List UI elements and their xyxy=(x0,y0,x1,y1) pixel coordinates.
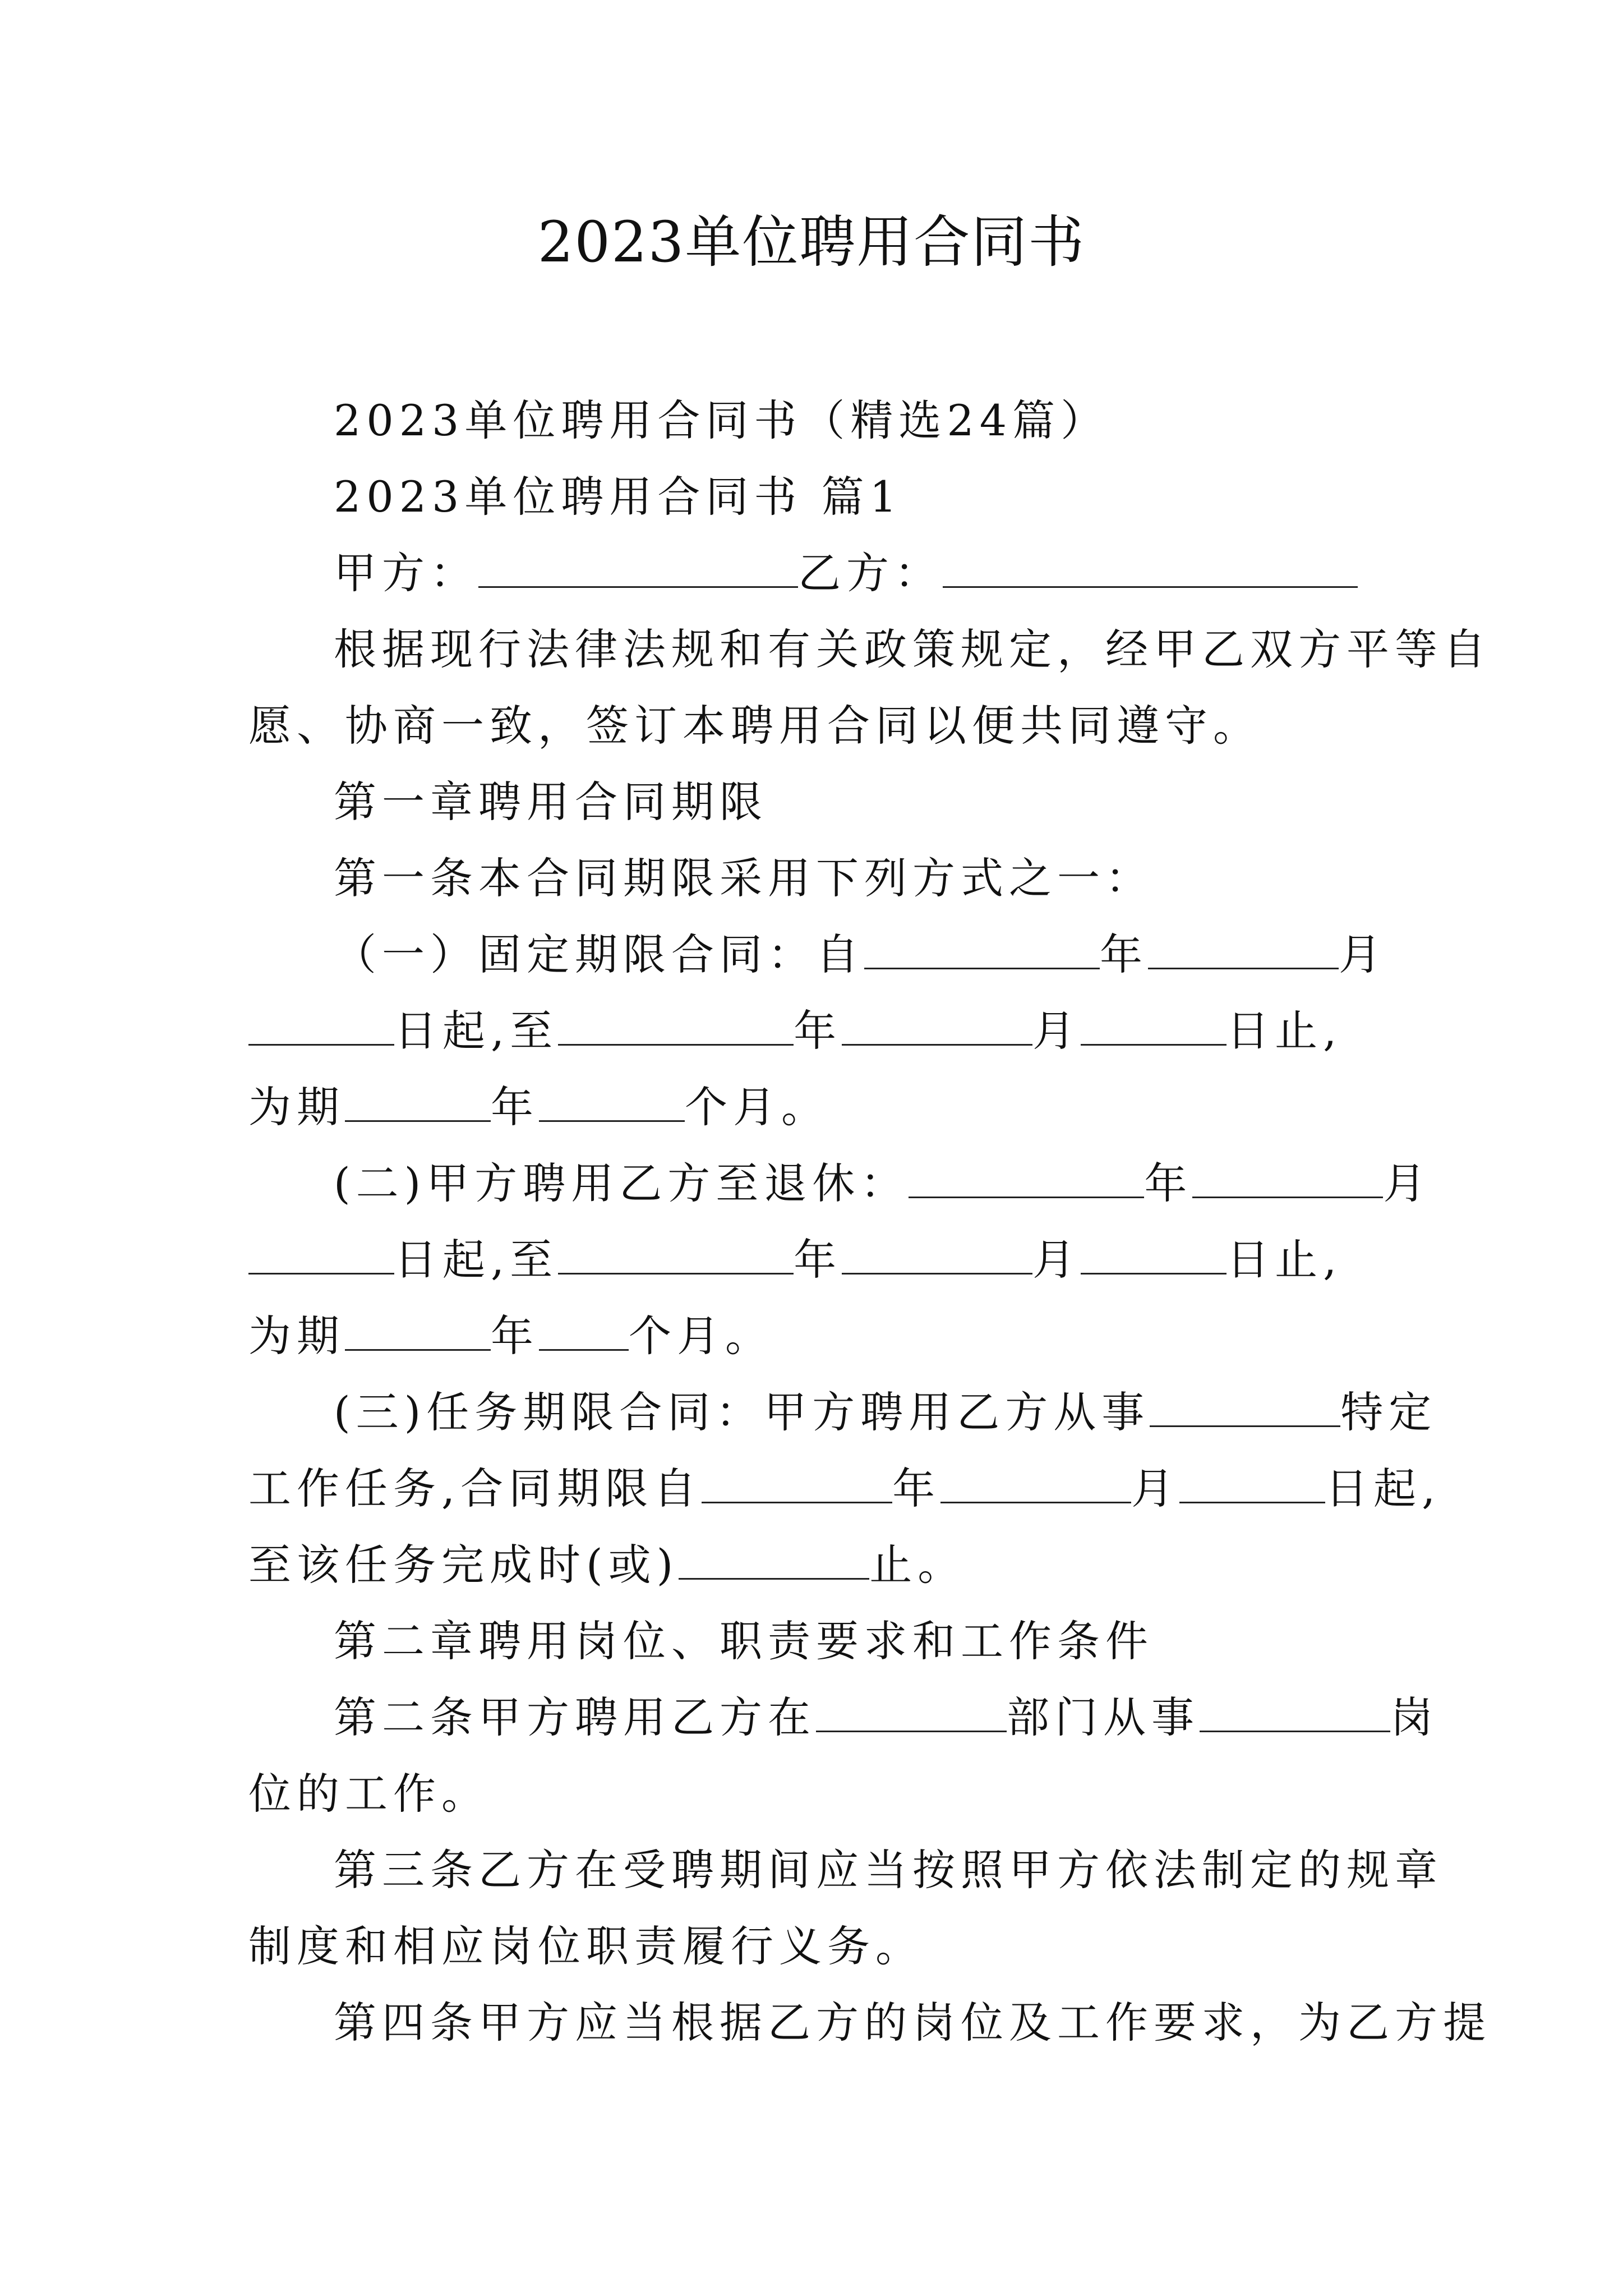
party-b-blank xyxy=(943,551,1358,588)
clause-1-line-2 xyxy=(248,993,1382,1069)
article-1 xyxy=(248,840,1382,917)
section-heading-text: 2023单位聘用合同书 篇1 xyxy=(334,472,902,522)
subtitle-text: 2023单位聘用合同书（精选24篇） xyxy=(334,395,1109,445)
document-body xyxy=(248,383,1491,2061)
article-2-line-2-text: 位的工作。 xyxy=(248,1769,490,1819)
task-blank xyxy=(1150,1391,1340,1427)
day-end-label: 日止, xyxy=(1227,1235,1343,1285)
months-label: 个月。 xyxy=(629,1311,773,1361)
year-label: 年 xyxy=(491,1082,539,1132)
end-month-blank xyxy=(842,1009,1032,1046)
specific-label: 特定 xyxy=(1340,1387,1437,1437)
chapter-2-text: 第二章聘用岗位、职责要求和工作条件 xyxy=(334,1616,1154,1666)
clause-3-line-2-prefix: 工作任务,合同期限自 xyxy=(248,1464,702,1513)
day-end-label: 日止, xyxy=(1227,1006,1343,1056)
period-months-blank xyxy=(539,1085,685,1122)
end-year-blank xyxy=(558,1238,794,1274)
clause-1-line-3 xyxy=(248,1069,1382,1145)
chapter-1-heading xyxy=(248,764,1382,840)
article-2-prefix: 第二条甲方聘用乙方在 xyxy=(334,1692,816,1742)
end-year-blank xyxy=(558,1009,794,1046)
end-day-blank xyxy=(1081,1238,1227,1274)
party-a-blank xyxy=(478,551,798,588)
period-years-blank xyxy=(345,1085,491,1122)
subtitle xyxy=(248,383,1382,459)
document-title: 2023单位聘用合同书 xyxy=(537,209,1086,275)
year-label: 年 xyxy=(1100,930,1148,979)
start-month-blank xyxy=(940,1467,1131,1503)
start-day-blank xyxy=(248,1238,394,1274)
intro-text-2: 愿、协商一致，签订本聘用合同以便共同遵守。 xyxy=(248,701,1261,751)
start-day-blank xyxy=(1179,1467,1325,1503)
start-year-blank xyxy=(909,1162,1144,1198)
clause-1-line-1 xyxy=(248,917,1387,993)
start-day-blank xyxy=(248,1009,394,1046)
article-3-text-1: 第三条乙方在受聘期间应当按照甲方依法制定的规章 xyxy=(334,1845,1443,1895)
end-date-blank xyxy=(679,1543,869,1580)
month-label: 月 xyxy=(1131,1464,1180,1513)
month-label: 月 xyxy=(1032,1006,1081,1056)
year-label: 年 xyxy=(491,1311,539,1361)
year-label: 年 xyxy=(794,1006,842,1056)
day-start-label: 日起, xyxy=(1325,1464,1441,1513)
period-prefix: 为期 xyxy=(248,1311,345,1361)
start-month-blank xyxy=(1192,1162,1383,1198)
day-start-label: 日起,至 xyxy=(394,1235,559,1285)
article-1-text: 第一条本合同期限采用下列方式之一： xyxy=(334,853,1154,903)
end-label: 止。 xyxy=(869,1540,966,1590)
article-2-post: 岗 xyxy=(1390,1692,1438,1742)
chapter-2-heading xyxy=(248,1603,1382,1680)
day-start-label: 日起,至 xyxy=(394,1006,559,1056)
party-b-label: 乙方： xyxy=(798,548,943,598)
article-3-text-2: 制度和相应岗位职责履行义务。 xyxy=(248,1921,924,1971)
chapter-1-text: 第一章聘用合同期限 xyxy=(334,777,768,827)
period-years-blank xyxy=(345,1314,491,1351)
end-day-blank xyxy=(1081,1009,1227,1046)
intro-line-1 xyxy=(248,611,1491,688)
month-label: 月 xyxy=(1383,1158,1432,1208)
year-label: 年 xyxy=(892,1464,941,1513)
month-label: 月 xyxy=(1032,1235,1081,1285)
start-year-blank xyxy=(702,1467,892,1503)
clause-3-line-2 xyxy=(248,1451,1441,1527)
start-month-blank xyxy=(1148,933,1339,969)
parties-line xyxy=(248,535,1382,611)
end-month-blank xyxy=(842,1238,1032,1274)
clause-3-line-3 xyxy=(248,1527,1382,1603)
article-4-line-1 xyxy=(248,1985,1491,2061)
article-2-dept: 部门从事 xyxy=(1007,1692,1200,1742)
intro-line-2 xyxy=(248,688,1382,764)
clause-2-prefix: (二)甲方聘用乙方至退休： xyxy=(334,1158,909,1208)
clause-3-line-1 xyxy=(248,1374,1437,1451)
section-heading xyxy=(248,459,1382,535)
clause-1-prefix: （一）固定期限合同：自 xyxy=(334,930,864,979)
clause-3-prefix: (三)任务期限合同：甲方聘用乙方从事 xyxy=(334,1387,1150,1437)
article-4-text-1: 第四条甲方应当根据乙方的岗位及工作要求，为乙方提 xyxy=(334,1998,1491,2047)
article-2-line-1 xyxy=(248,1680,1438,1756)
clause-3-line-3-prefix: 至该任务完成时(或) xyxy=(248,1540,679,1590)
month-label: 月 xyxy=(1339,930,1387,979)
article-2-line-2 xyxy=(248,1756,1382,1832)
article-3-line-2 xyxy=(248,1908,1382,1985)
clause-2-line-2 xyxy=(248,1222,1382,1298)
clause-2-line-1 xyxy=(248,1145,1432,1222)
period-prefix: 为期 xyxy=(248,1082,345,1132)
article-3-line-1 xyxy=(248,1832,1443,1908)
clause-2-line-3 xyxy=(248,1298,1382,1374)
party-a-label: 甲方： xyxy=(334,548,478,598)
year-label: 年 xyxy=(794,1235,842,1285)
period-months-blank xyxy=(539,1314,629,1351)
months-label: 个月。 xyxy=(685,1082,829,1132)
year-label: 年 xyxy=(1144,1158,1193,1208)
department-blank xyxy=(816,1696,1007,1732)
post-blank xyxy=(1200,1696,1390,1732)
start-year-blank xyxy=(864,933,1100,969)
intro-text-1: 根据现行法律法规和有关政策规定，经甲乙双方平等自 xyxy=(334,624,1491,674)
